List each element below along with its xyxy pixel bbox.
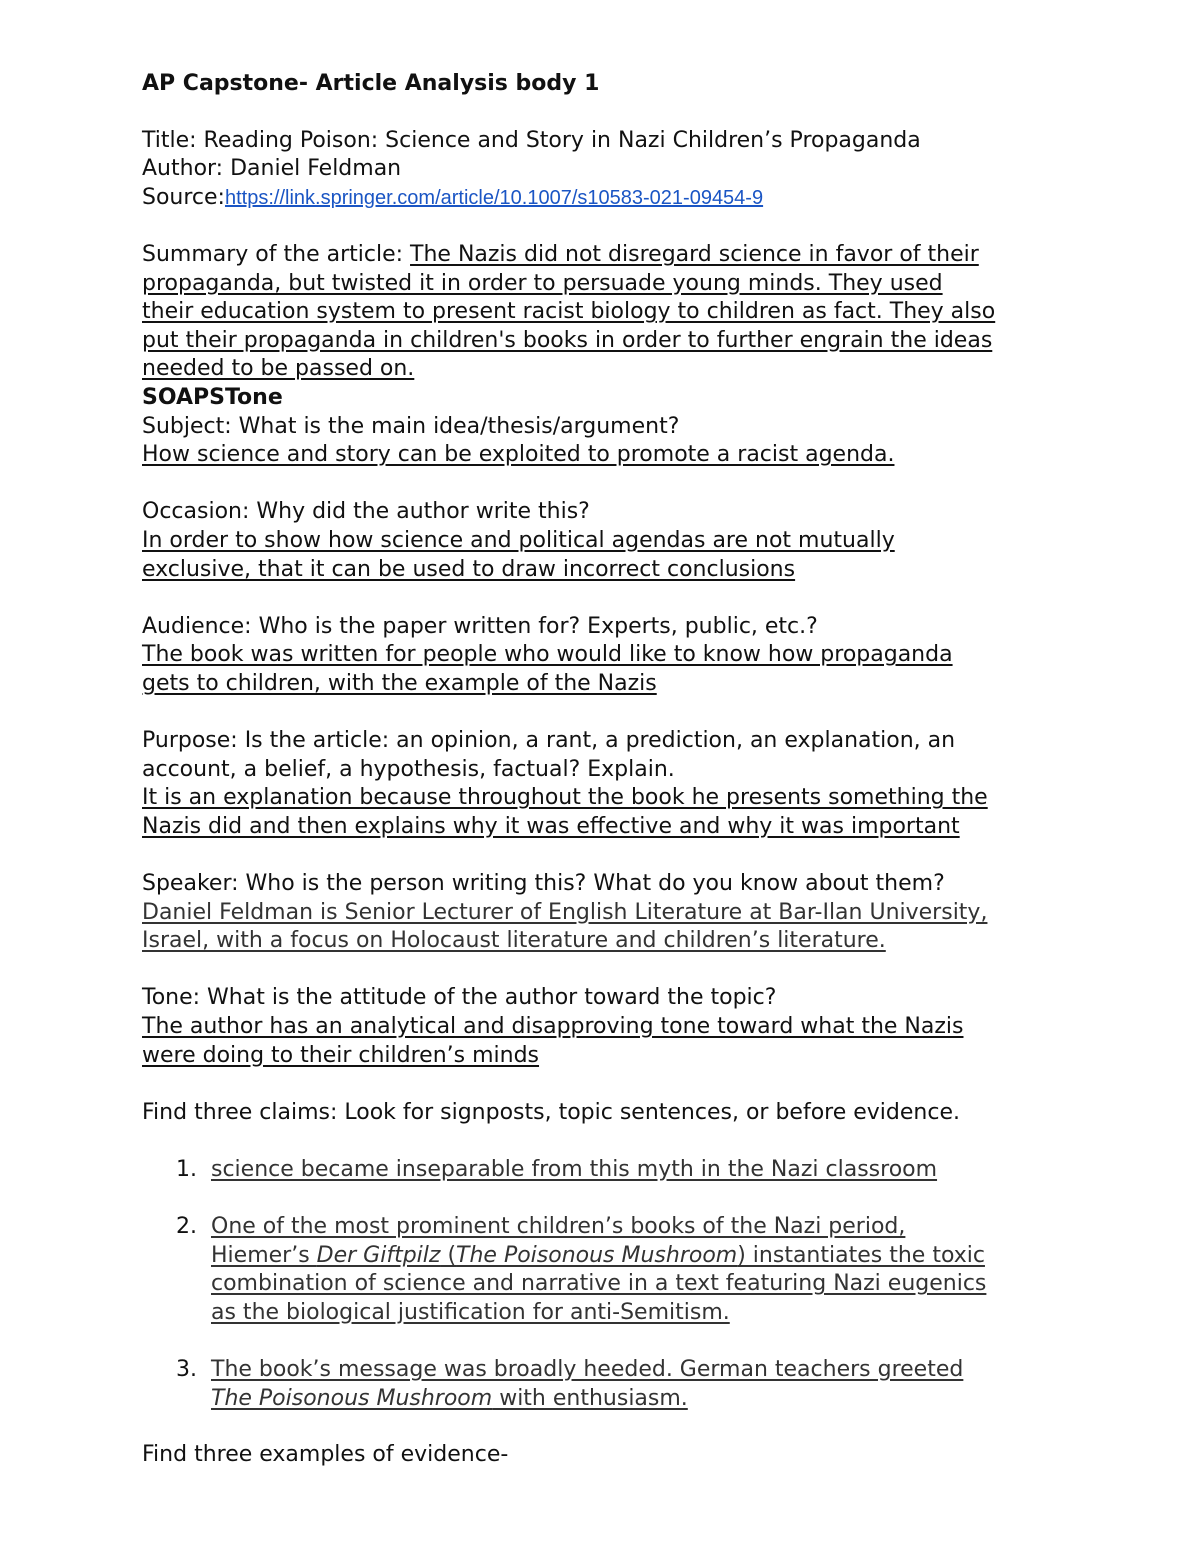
audience-question: Audience: Who is the paper written for? Experts, public, etc.?: [142, 613, 818, 639]
speaker-answer-2: Israel, with a focus on Holocaust literature and children’s literature.: [142, 928, 886, 954]
claim-text: science became inseparable from this myth in the Nazi classroom: [211, 1156, 938, 1182]
author-line: Author: Daniel Feldman: [142, 156, 402, 182]
claim-number: 2.: [176, 1214, 197, 1240]
evidence-question: Find three examples of evidence-: [142, 1442, 509, 1468]
list-item: [142, 1356, 1072, 1413]
speaker-question: Speaker: Who is the person writing this? What do you know about them?: [142, 871, 945, 897]
claims-list: [142, 1156, 1072, 1413]
document-page: [142, 70, 1072, 1470]
claims-question: Find three claims: Look for signposts, topic sentences, or before evidence.: [142, 1099, 960, 1125]
claim-text: Hiemer’s: [211, 1242, 317, 1268]
subject-answer: How science and story can be exploited to promote a racist agenda.: [142, 442, 895, 468]
purpose-answer-1: It is an explanation because throughout the book he presents something the: [142, 785, 988, 811]
claim-number: 1.: [176, 1156, 197, 1182]
claim-text: One of the most prominent children’s books of the Nazi period,: [211, 1214, 906, 1240]
tone-question: Tone: What is the attitude of the author toward the topic?: [142, 985, 777, 1011]
summary-label: Summary of the article:: [142, 241, 411, 267]
page-title: AP Capstone- Article Analysis body 1: [142, 71, 600, 96]
summary-text-3: their education system to present racist biology to children as fact. They also: [142, 299, 996, 325]
source-line: [142, 184, 1072, 213]
speaker-answer-1: Daniel Feldman is Senior Lecturer of English Literature at Bar-Ilan University,: [142, 899, 988, 925]
book-title-english: The Poisonous Mushroom: [456, 1242, 738, 1268]
subject-question: Subject: What is the main idea/thesis/argument?: [142, 413, 680, 439]
claim-text: The book’s message was broadly heeded. German teachers greeted: [211, 1357, 964, 1383]
audience-answer-2: gets to children, with the example of the Nazis: [142, 670, 657, 696]
tone-answer-2: were doing to their children’s minds: [142, 1042, 540, 1068]
audience-answer-1: The book was written for people who would like to know how propaganda: [142, 642, 953, 668]
soapstone-heading: SOAPSTone: [142, 384, 283, 410]
summary-text-1: The Nazis did not disregard science in favor of their: [410, 241, 979, 267]
source-label: Source:: [142, 184, 225, 210]
occasion-answer-2: exclusive, that it can be used to draw incorrect conclusions: [142, 556, 796, 582]
book-title-german: Der Giftpilz: [316, 1242, 441, 1268]
claim-number: 3.: [176, 1357, 197, 1383]
purpose-question-1: Purpose: Is the article: an opinion, a rant, a prediction, an explanation, an: [142, 728, 956, 754]
summary-text-5: needed to be passed on.: [142, 356, 415, 382]
occasion-answer-1: In order to show how science and political agendas are not mutually: [142, 527, 895, 553]
occasion-question: Occasion: Why did the author write this?: [142, 499, 590, 525]
claim-text: as the biological justification for anti-Semitism.: [211, 1299, 730, 1325]
source-link[interactable]: https://link.springer.com/article/10.1007/s10583-021-09454-9: [224, 186, 764, 209]
list-item: [142, 1156, 1072, 1185]
article-title-line: Title: Reading Poison: Science and Story in Nazi Children’s Propaganda: [142, 127, 921, 153]
book-title-english: The Poisonous Mushroom: [211, 1385, 493, 1411]
list-item: [142, 1213, 1072, 1327]
tone-answer-1: The author has an analytical and disapproving tone toward what the Nazis: [142, 1014, 964, 1039]
summary-text-2: propaganda, but twisted it in order to persuade young minds. They used: [142, 270, 943, 296]
claim-text: with enthusiasm.: [492, 1385, 688, 1411]
purpose-question-2: account, a belief, a hypothesis, factual? Explain.: [142, 756, 675, 782]
claim-text: combination of science and narrative in a text featuring Nazi eugenics: [211, 1271, 987, 1297]
summary-text-4: put their propaganda in children's books in order to further engrain the ideas: [142, 327, 993, 353]
claim-text: (: [440, 1242, 457, 1268]
purpose-answer-2: Nazis did and then explains why it was effective and why it was important: [142, 813, 960, 839]
summary-paragraph: [142, 241, 1072, 270]
claim-text: ) instantiates the toxic: [737, 1242, 985, 1268]
